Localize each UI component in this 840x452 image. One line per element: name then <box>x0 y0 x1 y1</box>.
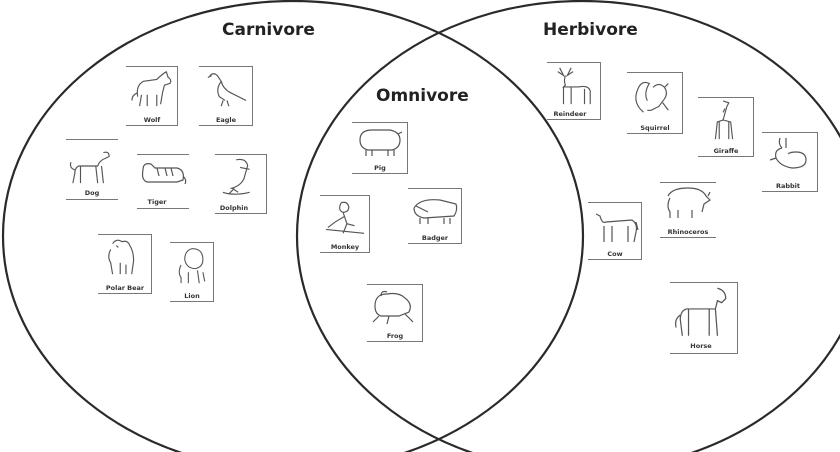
card-frame-side <box>817 132 818 192</box>
card-lion <box>170 242 214 302</box>
card-frame-bottom <box>137 208 189 209</box>
card-frame-side <box>422 284 423 342</box>
card-frame-bottom <box>627 133 683 134</box>
wolf-icon <box>128 68 176 110</box>
tiger-icon <box>137 154 187 188</box>
card-rabbit <box>762 132 818 192</box>
card-frame-bottom <box>98 293 152 294</box>
card-frame-bottom <box>320 252 370 253</box>
card-frame-bottom <box>698 156 754 157</box>
card-cow <box>588 202 642 260</box>
giraffe-label: Giraffe <box>713 147 739 155</box>
card-frame-bottom <box>588 259 642 260</box>
card-frame-top <box>98 234 152 235</box>
omnivore-title: Omnivore <box>376 86 469 106</box>
card-frame-top <box>698 97 754 98</box>
card-frame-top <box>66 139 118 140</box>
dog-icon <box>66 145 116 187</box>
card-frame-top <box>660 182 716 183</box>
cow-icon <box>590 204 640 244</box>
lion-icon <box>172 244 212 286</box>
card-frame-top <box>215 154 267 155</box>
lion-label: Lion <box>184 292 200 300</box>
card-wolf <box>126 66 178 126</box>
card-frame-top <box>170 242 214 243</box>
card-frame-bottom <box>215 213 267 214</box>
card-tiger <box>137 154 189 209</box>
dog-label: Dog <box>84 189 100 197</box>
card-pig <box>352 122 408 174</box>
pig-icon <box>354 124 404 158</box>
card-eagle <box>199 66 253 126</box>
badger-icon <box>410 192 460 226</box>
card-frame-side <box>177 66 178 126</box>
horse-label: Horse <box>690 342 712 350</box>
card-frame-side <box>407 122 408 174</box>
card-frame-top <box>137 154 189 155</box>
card-frog <box>367 284 423 342</box>
squirrel-icon <box>629 74 679 116</box>
card-frame-bottom <box>126 125 178 126</box>
card-squirrel <box>627 72 683 134</box>
eagle-icon <box>201 68 251 110</box>
card-reindeer <box>547 62 601 120</box>
card-frame-bottom <box>170 301 214 302</box>
card-frame-top <box>547 62 601 63</box>
wolf-label: Wolf <box>143 116 161 124</box>
card-dog <box>66 139 118 200</box>
card-frame-top <box>320 195 370 196</box>
cow-label: Cow <box>607 250 623 258</box>
polar-bear-icon <box>100 236 150 278</box>
tiger-label: Tiger <box>147 198 167 206</box>
card-frame-bottom <box>670 353 738 354</box>
card-frame-bottom <box>66 199 118 200</box>
herbivore-title: Herbivore <box>543 20 638 40</box>
reindeer-label: Reindeer <box>553 110 587 118</box>
card-frame-top <box>670 282 738 283</box>
card-horse <box>670 282 738 354</box>
card-frame-side <box>641 202 642 260</box>
eagle-label: Eagle <box>215 116 237 124</box>
card-frame-top <box>762 132 818 133</box>
dolphin-label: Dolphin <box>219 204 249 212</box>
card-frame-top <box>199 66 253 67</box>
card-frame-top <box>627 72 683 73</box>
card-frame-top <box>126 66 178 67</box>
card-frame-side <box>461 188 462 244</box>
card-dolphin <box>215 154 267 214</box>
card-frame-top <box>367 284 423 285</box>
giraffe-icon <box>700 99 748 141</box>
polar-bear-label: Polar Bear <box>105 284 145 292</box>
card-frame-side <box>252 66 253 126</box>
card-frame-bottom <box>547 119 601 120</box>
dolphin-icon <box>217 156 265 198</box>
card-giraffe <box>698 97 754 157</box>
card-frame-bottom <box>408 243 462 244</box>
carnivore-title: Carnivore <box>222 20 315 40</box>
card-frame-side <box>213 242 214 302</box>
card-frame-bottom <box>367 341 423 342</box>
card-rhinoceros <box>660 182 716 238</box>
card-frame-top <box>408 188 462 189</box>
rhinoceros-label: Rhinoceros <box>667 228 709 236</box>
card-frame-side <box>753 97 754 157</box>
card-monkey <box>320 195 370 253</box>
reindeer-icon <box>549 64 599 106</box>
rhinoceros-icon <box>662 184 712 220</box>
card-frame-side <box>266 154 267 214</box>
rabbit-icon <box>762 134 812 174</box>
carnivore-circle <box>3 1 583 452</box>
squirrel-label: Squirrel <box>640 124 670 132</box>
frog-label: Frog <box>386 332 404 340</box>
horse-icon <box>672 284 734 338</box>
card-badger <box>408 188 462 244</box>
monkey-icon <box>322 197 368 239</box>
card-frame-bottom <box>199 125 253 126</box>
frog-icon <box>369 286 419 326</box>
card-frame-bottom <box>660 237 716 238</box>
pig-label: Pig <box>374 164 386 172</box>
card-frame-top <box>352 122 408 123</box>
card-frame-side <box>682 72 683 134</box>
card-frame-side <box>369 195 370 253</box>
card-frame-side <box>737 282 738 354</box>
badger-label: Badger <box>421 234 449 242</box>
card-frame-side <box>151 234 152 294</box>
card-frame-top <box>588 202 642 203</box>
rabbit-label: Rabbit <box>775 182 801 190</box>
card-frame-bottom <box>762 191 818 192</box>
card-polar-bear <box>98 234 152 294</box>
card-frame-side <box>600 62 601 120</box>
monkey-label: Monkey <box>330 243 360 251</box>
card-frame-bottom <box>352 173 408 174</box>
